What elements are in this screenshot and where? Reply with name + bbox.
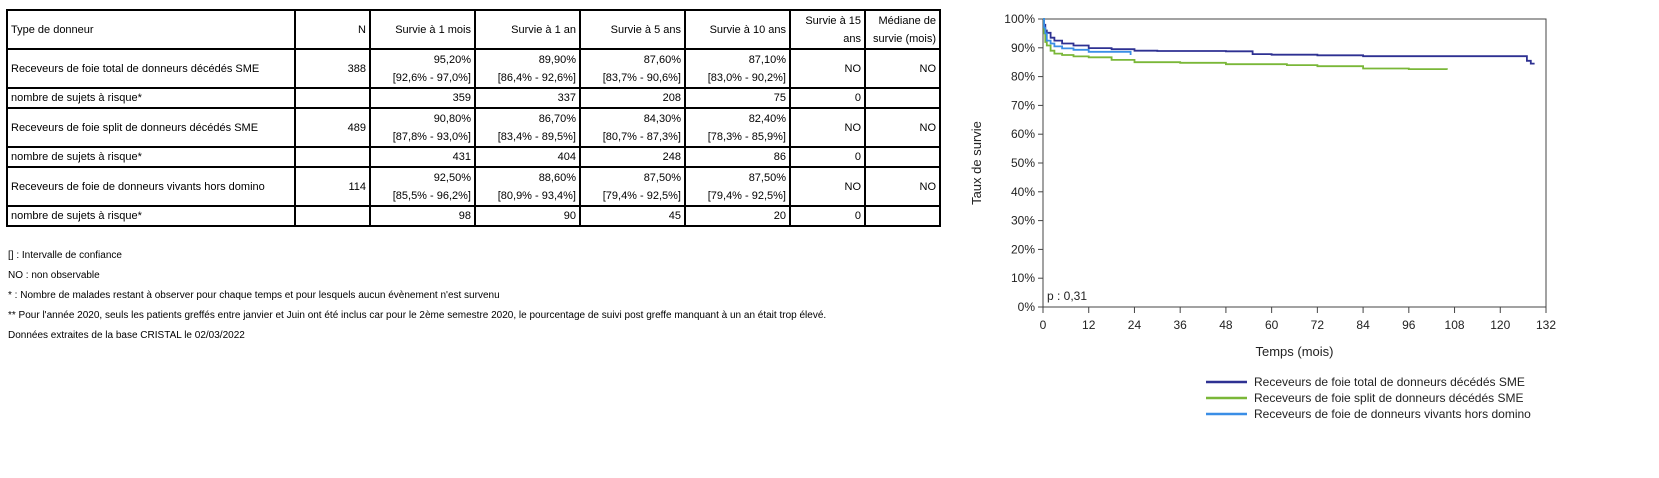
confidence-interval: [92,6% - 97,0%] — [392, 71, 471, 84]
survival-15-cell: NO — [790, 49, 865, 88]
header-survie-1-mois: Survie à 1 mois — [370, 10, 475, 49]
survival-15-cell: NO — [790, 108, 865, 147]
note-line: Données extraites de la base CRISTAL le 02/03/2022 — [8, 330, 245, 341]
risk-value: 86 — [685, 147, 790, 167]
y-tick-label: 0% — [1017, 300, 1035, 314]
x-tick-label: 12 — [1082, 318, 1096, 332]
y-axis-label: Taux de survie — [969, 121, 984, 205]
confidence-interval: [80,7% - 87,3%] — [602, 130, 681, 143]
row-n: 114 — [295, 167, 370, 206]
x-tick-label: 132 — [1535, 318, 1557, 332]
survival-value: 87,10% — [748, 53, 786, 66]
confidence-interval: [85,5% - 96,2%] — [392, 189, 471, 202]
confidence-interval: [83,7% - 90,6%] — [602, 71, 681, 84]
risk-value: 248 — [580, 147, 685, 167]
header-survie-15-line2: ans — [843, 32, 861, 45]
header-survie-5-ans: Survie à 5 ans — [580, 10, 685, 49]
x-axis-label: Temps (mois) — [1255, 344, 1334, 359]
confidence-interval: [83,0% - 90,2%] — [707, 71, 786, 84]
row-label: Receveurs de foie de donneurs vivants hors domino — [7, 167, 295, 206]
median-cell: NO — [865, 167, 940, 206]
y-tick-label: 30% — [1010, 213, 1035, 228]
risk-label: nombre de sujets à risque* — [7, 88, 295, 108]
survival-value: 90,80% — [433, 112, 471, 125]
survival-value: 92,50% — [433, 171, 471, 184]
y-tick-label: 20% — [1010, 242, 1035, 257]
header-type-donneur: Type de donneur — [7, 10, 295, 49]
note-line: [] : Intervalle de confiance — [8, 250, 122, 261]
confidence-interval: [79,4% - 92,5%] — [602, 189, 681, 202]
note-line: ** Pour l'année 2020, seuls les patients greffés entre janvier et Juin ont été inclus car pour le 2ème semestre 2020, le pourcentage de suivi post greffe manquant à un an était trop élevé. — [8, 310, 827, 321]
y-tick-label: 90% — [1010, 40, 1035, 55]
y-tick-label: 70% — [1010, 98, 1035, 113]
risk-value: 75 — [685, 88, 790, 108]
header-mediane-line2: survie (mois) — [873, 32, 936, 45]
risk-value: 359 — [370, 88, 475, 108]
y-tick-label: 50% — [1010, 156, 1035, 170]
plot-frame — [1043, 19, 1546, 307]
confidence-interval: [83,4% - 89,5%] — [497, 130, 576, 143]
survival-value: 87,60% — [643, 53, 681, 66]
y-tick-label: 10% — [1010, 271, 1035, 286]
risk-label: nombre de sujets à risque* — [7, 147, 295, 167]
risk-value: 0 — [790, 206, 865, 226]
legend-label: Receveurs de foie de donneurs vivants hors domino — [1254, 407, 1531, 421]
risk-value: 0 — [790, 88, 865, 108]
risk-value: 431 — [370, 147, 475, 167]
x-tick-label: 84 — [1356, 318, 1370, 332]
risk-value: 98 — [370, 206, 475, 226]
survival-15-cell: NO — [790, 167, 865, 206]
survival-value: 82,40% — [748, 112, 786, 125]
row-label: Receveurs de foie total de donneurs décédés SME — [7, 49, 295, 88]
note-line: * : Nombre de malades restant à observer pour chaque temps et pour lesquels aucun évènement n'est survenu — [8, 290, 500, 301]
legend-label: Receveurs de foie split de donneurs décédés SME — [1254, 391, 1524, 405]
header-survie-15-line1: Survie à 15 — [805, 14, 861, 27]
confidence-interval: [79,4% - 92,5%] — [707, 189, 786, 202]
row-label: Receveurs de foie split de donneurs décédés SME — [7, 108, 295, 147]
survival-value: 95,20% — [433, 53, 471, 66]
legend-label: Receveurs de foie total de donneurs décédés SME — [1254, 375, 1525, 389]
survival-curve-line — [1043, 19, 1447, 70]
risk-value: 404 — [475, 147, 580, 167]
y-tick-label: 40% — [1010, 184, 1035, 199]
y-tick-label: 60% — [1010, 127, 1035, 142]
survival-value: 88,60% — [538, 171, 576, 184]
row-n: 489 — [295, 108, 370, 147]
risk-value: 90 — [475, 206, 580, 226]
x-tick-label: 108 — [1444, 318, 1465, 332]
risk-label: nombre de sujets à risque* — [7, 206, 295, 226]
header-n: N — [295, 10, 370, 49]
risk-value: 0 — [790, 147, 865, 167]
x-tick-label: 36 — [1173, 318, 1187, 332]
survival-curve-line — [1043, 19, 1535, 64]
survival-value: 89,90% — [538, 53, 576, 66]
y-tick-label: 100% — [1004, 12, 1035, 26]
survival-value: 84,30% — [643, 112, 681, 125]
survival-value: 87,50% — [643, 171, 681, 184]
median-cell: NO — [865, 49, 940, 88]
header-survie-1-an: Survie à 1 an — [475, 10, 580, 49]
confidence-interval: [87,8% - 93,0%] — [392, 130, 471, 143]
confidence-interval: [80,9% - 93,4%] — [497, 189, 576, 202]
risk-value: 337 — [475, 88, 580, 108]
survival-value: 86,70% — [538, 112, 576, 125]
x-tick-label: 96 — [1402, 318, 1416, 332]
survival-value: 87,50% — [748, 171, 786, 184]
median-cell: NO — [865, 108, 940, 147]
x-tick-label: 72 — [1310, 318, 1325, 332]
risk-value: 208 — [580, 88, 685, 108]
header-mediane-line1: Médiane de — [878, 14, 936, 27]
x-tick-label: 60 — [1264, 318, 1279, 332]
risk-value: 20 — [685, 206, 790, 226]
x-tick-label: 48 — [1219, 318, 1233, 332]
risk-value: 45 — [580, 206, 685, 226]
row-n: 388 — [295, 49, 370, 88]
header-survie-10-ans: Survie à 10 ans — [685, 10, 790, 49]
note-line: NO : non observable — [8, 270, 100, 281]
y-tick-label: 80% — [1010, 69, 1035, 84]
x-tick-label: 120 — [1490, 318, 1511, 332]
x-tick-label: 24 — [1127, 318, 1142, 332]
confidence-interval: [86,4% - 92,6%] — [497, 71, 576, 84]
x-tick-label: 0 — [1039, 318, 1047, 332]
confidence-interval: [78,3% - 85,9%] — [707, 130, 786, 143]
p-value-annotation: p : 0,31 — [1047, 289, 1088, 303]
